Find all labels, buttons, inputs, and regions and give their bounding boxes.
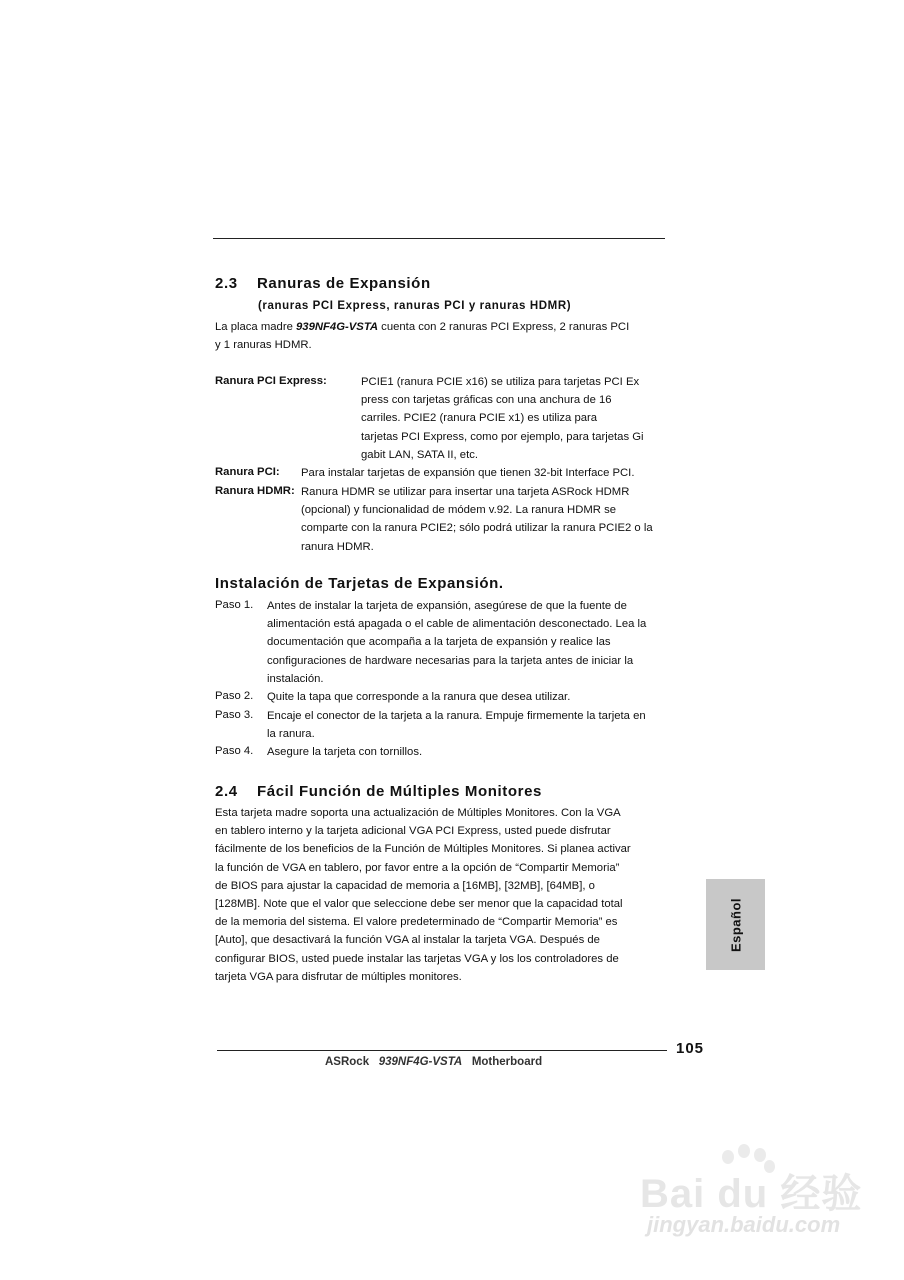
section-number: 2.3	[215, 275, 238, 292]
body-line: en tablero interno y la tarjeta adicional VGA PCI Express, usted puede disfrutar	[215, 825, 611, 838]
body-line: tarjeta VGA para disfrutar de múltiples monitores.	[215, 970, 462, 983]
def-line: (opcional) y funcionalidad de módem v.92. La ranura HDMR se	[301, 504, 617, 517]
slot-def-pci	[301, 464, 634, 482]
slot-term-pci: Ranura PCI:	[215, 466, 280, 478]
step-line: Antes de instalar la tarjeta de expansión, asegúrese de que la fuente de	[267, 600, 627, 612]
intro-text: La placa madre	[215, 321, 297, 333]
body-line: [128MB]. Note que el valor que seleccione debe ser menor que la capacidad total	[215, 898, 623, 911]
section-title: Fácil Función de Múltiples Monitores	[257, 783, 542, 800]
watermark-logo: Bai du 经验	[640, 1172, 863, 1216]
step-line: configuraciones de hardware necesarias para la tarjeta antes de iniciar la	[267, 654, 634, 667]
footer-product: Motherboard	[471, 1056, 543, 1068]
section-title: Ranuras de Expansión	[257, 275, 431, 292]
step-line: documentación que acompaña a la tarjeta de expansión y realice las	[267, 636, 611, 649]
step-text-4	[267, 743, 672, 761]
body-line: fácilmente de los beneficios de la Función de Múltiples Monitores. Si planea activar	[215, 843, 631, 856]
body-line: la función de VGA en tablero, por favor entre a la opción de “Compartir Memoria”	[215, 861, 620, 874]
body-line: configurar BIOS, usted puede instalar las tarjetas VGA y los los controladores de	[215, 952, 619, 965]
intro-text-cont: cuenta con 2 ranuras PCI Express, 2 ranuras PCI	[378, 321, 630, 333]
body-line: Esta tarjeta madre soporta una actualización de Múltiples Monitores. Con la VGA	[215, 807, 621, 819]
def-line: gabit LAN, SATA II, etc.	[361, 448, 478, 461]
section-number: 2.4	[215, 783, 238, 800]
section-2-3-subtitle: (ranuras PCI Express, ranuras PCI y ranuras HDMR)	[258, 300, 572, 312]
step-line: la ranura.	[267, 728, 315, 741]
def-line: PCIE1 (ranura PCIE x16) se utiliza para tarjetas PCI Ex	[361, 376, 640, 388]
model-name: 939NF4G-VSTA	[296, 321, 379, 333]
def-line: ranura HDMR.	[301, 540, 374, 553]
def-line: press con tarjetas gráficas con una anchura de 16	[361, 394, 612, 407]
def-line: Para instalar tarjetas de expansión que tienen 32-bit Interface PCI.	[301, 467, 635, 479]
section-2-4-body	[215, 804, 670, 986]
footer-brand: ASRock	[325, 1056, 370, 1068]
installation-heading: Instalación de Tarjetas de Expansión.	[215, 575, 504, 592]
footer-rule	[217, 1050, 667, 1051]
step-text-2	[267, 688, 672, 706]
step-line: instalación.	[267, 672, 324, 685]
language-tab	[706, 879, 765, 970]
def-line: comparte con la ranura PCIE2; sólo podrá utilizar la ranura PCIE2 o la	[301, 522, 653, 535]
def-line: Ranura HDMR se utilizar para insertar una tarjeta ASRock HDMR	[301, 486, 630, 498]
def-line: tarjetas PCI Express, como por ejemplo, para tarjetas Gi	[361, 430, 644, 443]
step-line: Quite la tapa que corresponde a la ranura que desea utilizar.	[267, 691, 571, 703]
step-line: Asegure la tarjeta con tornillos.	[267, 746, 423, 758]
language-tab-label: Español	[728, 897, 743, 952]
slot-term-hdmr: Ranura HDMR:	[215, 485, 295, 497]
footer-model: 939NF4G-VSTA	[378, 1056, 463, 1068]
page-number: 105	[676, 1040, 705, 1057]
step-label-3: Paso 3.	[215, 709, 254, 721]
step-line: alimentación está apagada o el cable de alimentación desconectado. Lea la	[267, 618, 647, 631]
body-line: [Auto], que desactivará la función VGA al instalar la tarjeta VGA. Después de	[215, 934, 600, 947]
section-2-3-heading	[215, 275, 431, 292]
def-line: carriles. PCIE2 (ranura PCIE x1) es utiliza para	[361, 412, 598, 425]
watermark-url: jingyan.baidu.com	[647, 1212, 841, 1237]
step-label-2: Paso 2.	[215, 690, 254, 702]
intro-line-2: y 1 ranuras HDMR.	[215, 339, 312, 352]
section-2-4-heading	[215, 783, 542, 800]
slot-term-pci-express: Ranura PCI Express:	[215, 375, 327, 387]
slot-def-hdmr	[301, 483, 653, 556]
step-line: Encaje el conector de la tarjeta a la ranura. Empuje firmemente la tarjeta en	[267, 710, 646, 722]
slot-def-pci-express	[361, 373, 644, 464]
step-text-1	[267, 597, 672, 688]
body-line: de la memoria del sistema. El valore predeterminado de “Compartir Memoria” es	[215, 916, 618, 929]
step-label-1: Paso 1.	[215, 599, 254, 611]
body-line: de BIOS para ajustar la capacidad de memoria a [16MB], [32MB], [64MB], o	[215, 879, 595, 892]
step-label-4: Paso 4.	[215, 745, 254, 757]
top-rule	[213, 238, 665, 239]
step-text-3	[267, 707, 672, 743]
footer-caption	[325, 1056, 542, 1068]
section-2-3-intro	[215, 318, 670, 354]
